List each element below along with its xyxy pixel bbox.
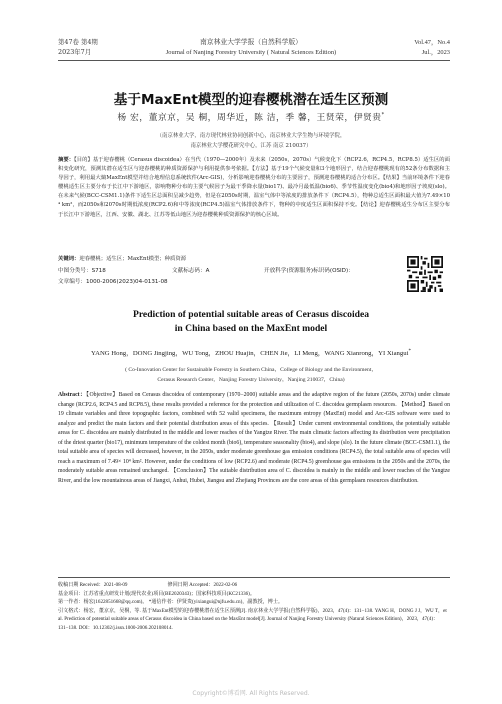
header-date-en: Jul.，2023 (421, 49, 450, 56)
abstract-en-label: Abstract： (58, 392, 87, 398)
abstract-en (58, 391, 450, 486)
page-title-en-line1: Prediction of potential suitable areas of Cerasus discoidea (132, 309, 370, 320)
authors-en: YANG Hong，DONG Jingjing，WU Tong，ZHOU Huajin，CHEN Jie，LI Meng，WANG Xianrong，YI Xiangui* (91, 348, 411, 357)
affiliation-zh-line2: 南京林业大学樱花研究中心，江苏 南京 210037） (190, 143, 312, 149)
affiliation-zh-line1: （南京林业大学，南方现代林业协同创新中心，南京林业大学生物与环境学院， (156, 133, 346, 139)
affiliation-en-line1: ( Co-Innovation Center for Sustainable Forestry in Southern China，College of Biology and the Environment， (125, 367, 377, 373)
page-title-en-line2: in China based on the MaxEnt model (174, 323, 328, 334)
affiliation-en-line2: Cerasus Research Center，Nanjing Forestry University，Nanjing 210037，China) (157, 377, 345, 383)
osid-label: 开放科学(资源服务)标识码(OSID)： (264, 268, 354, 274)
keywords-zh (58, 255, 450, 264)
footnote-dates: 收稿日期 Received：2021-08-09 修回日期 Accepted：2022-02-06 (58, 582, 238, 588)
abstract-zh-label: 摘要： (58, 157, 75, 163)
footnote-authors: 第一作者：杨宏(1622851668@qq.com)。 *通信作者：伊贤贵(yixiangui@njfu.edu.cn)，副教授，博士。 (58, 599, 284, 606)
abstract-zh-text: 【目的】基于迎春樱桃（Cerasus discoidea）在当代（1970—2000年）及未来（2050s，2070s）气候变化下（RCP2.6，RCP4.5，RCP8.5）适生区的面积变化研究，预测其潜在适生区与迎春樱桃的种质资源保护与利用提供参考依据。【方法】基于19个气候变量和3个地形因子，结合迎春樱桃现有的52条分布数据和主导因子，利用最大熵MaxEnt模型并结合地理信息系统软件(Arc-GIS)，分析影响迎春樱桃分布的主要因子，预测迎春樱桃的适合分布区。【结果】当前环境条件下迎春樱桃适生区主要分布于长江中下游地区，影响物种分布的主要气候因子为最干季降水量(bio17)、最冷月最低温(bio6)、季节性温度变化(bio4)和地形因子坡度(slo)。在未来气候(BCC-CSM1.1)条件下适生区总面积呈减少趋势，但是在2050s时期，温室气体中等浓度的排放条件下（RCP4.5），物种总适生区面积最大值为7.49×10⁴ km²，而2050s和2070s时期低浓度(RCP2.6)和中等浓度(RCP4.5)温室气体排放条件下，物种的中度适生区面积保持不变。【结论】迎春樱桃适生分布区主要分布于长江中下游地区，江西、安徽、湖北、江苏等低山地区为迎春樱桃种质资源保护的核心区域。 (58, 157, 451, 218)
authors-zh: 杨 宏，董京京，吴 桐，周华近，陈 洁，季 馨，王贤荣，伊贤贵* (117, 112, 385, 123)
clc-number: 中图分类号：S718 (58, 268, 106, 274)
qr-code-icon (407, 256, 443, 292)
abstract-en-text: 【Objective】Based on Cerasus discoidea of contemporary (1970−2000) suitable areas and the adaptive region of the future (2050s, 2070s) under climate change (RCP2.6, RCP4.5 and RCP8.5), these results provided a reference for the protection and utilization of C. discoidea germplasm resources. 【Method】Based on 19 climate variables and three topographic factors, combined with 52 valid specimens, the maximum entropy (MaxEnt) model and Arc-GIS software were used to analyze and predict the main factors and their potential distribution areas of this species. 【Result】Under current environmental conditions, the potentially suitable areas for C. discoidea are mainly distributed in the middle and lower reaches of the Yangtze River. The main climatic factors affecting its distribution were precipitation of the driest quarter (bio17), minimum temperature of the coldest month (bio6), temperature seasonality (bio4), and slope (slo). In the future climate (BCC-CSM1.1), the total suitable area of species will decreased, however, in the 2050s, under moderate greenhouse gas emission conditions (RCP4.5), the total suitable area of species will reach a maximum of 7.49× 10⁴ km². However, under the conditions of low (RCP2.6) and moderate (RCP4.5) greenhouse gas emissions in the 2050s and the 2070s, the moderately suitable areas remained unchanged. 【Conclusion】The suitable distribution area of C. discoidea is mainly in the middle and lower reaches of the Yangtze River, and the low mountainous areas of Jiangxi, Anhui, Hubei, Jiangsu and Zhejiang Provinces are the core areas of this germplasm resources distribution. (58, 392, 450, 484)
header-vol-issue-en: Vol.47，No.4 (414, 39, 450, 46)
keywords-zh-label: 关键词： (58, 256, 80, 262)
page-title-zh: 基于MaxEnt模型的迎春樱桃潜在适生区预测 (113, 92, 389, 108)
footnote-rule (58, 577, 450, 578)
article-number: 文章编号：1000-2006(2023)04-0131-08 (58, 279, 168, 285)
document-code: 文献标志码：A (172, 268, 210, 274)
keywords-zh-text: 迎春樱桃；适生区；MaxEnt模型；种质资源 (79, 256, 187, 262)
header-journal-en: Journal of Nanjing Forestry University ( Natural Sciences Edition) (165, 49, 337, 56)
header-rule (58, 60, 450, 61)
footnote-funding: 基金项目：江苏省重点研发计划(现代农业)项目(BE2020343)；国家科技项目(KC21336)。 (58, 590, 255, 597)
footnote-citation: 引文格式：杨宏，董京京，吴桐，等. 基于MaxEnt模型的迎春樱桃潜在适生区预测[J]. 南京林业大学学报(自然科学版)，2023，47(4)：131−138. YANG H，DONG J J，WU T，et al. Prediction of potential suitable areas of Cerasus discoidea in China based on the MaxEnt model[J]. Journal of Nanjing Forestry University (Natural Sciences Edition)，2023，47(4)：131−138. DOI：10.12302/j.issn.1000-2006.202108014. (58, 607, 447, 631)
header-date-zh: 2023年7月 (58, 48, 92, 56)
copyright-watermark: Copyright©博看网. All Rights Reserved. (192, 690, 310, 697)
header-journal-zh: 南京林业大学学报（自然科学版） (200, 38, 302, 46)
footnotes (58, 581, 450, 633)
abstract-zh (58, 156, 450, 220)
header-vol-issue-zh: 第47卷 第4期 (58, 38, 98, 46)
